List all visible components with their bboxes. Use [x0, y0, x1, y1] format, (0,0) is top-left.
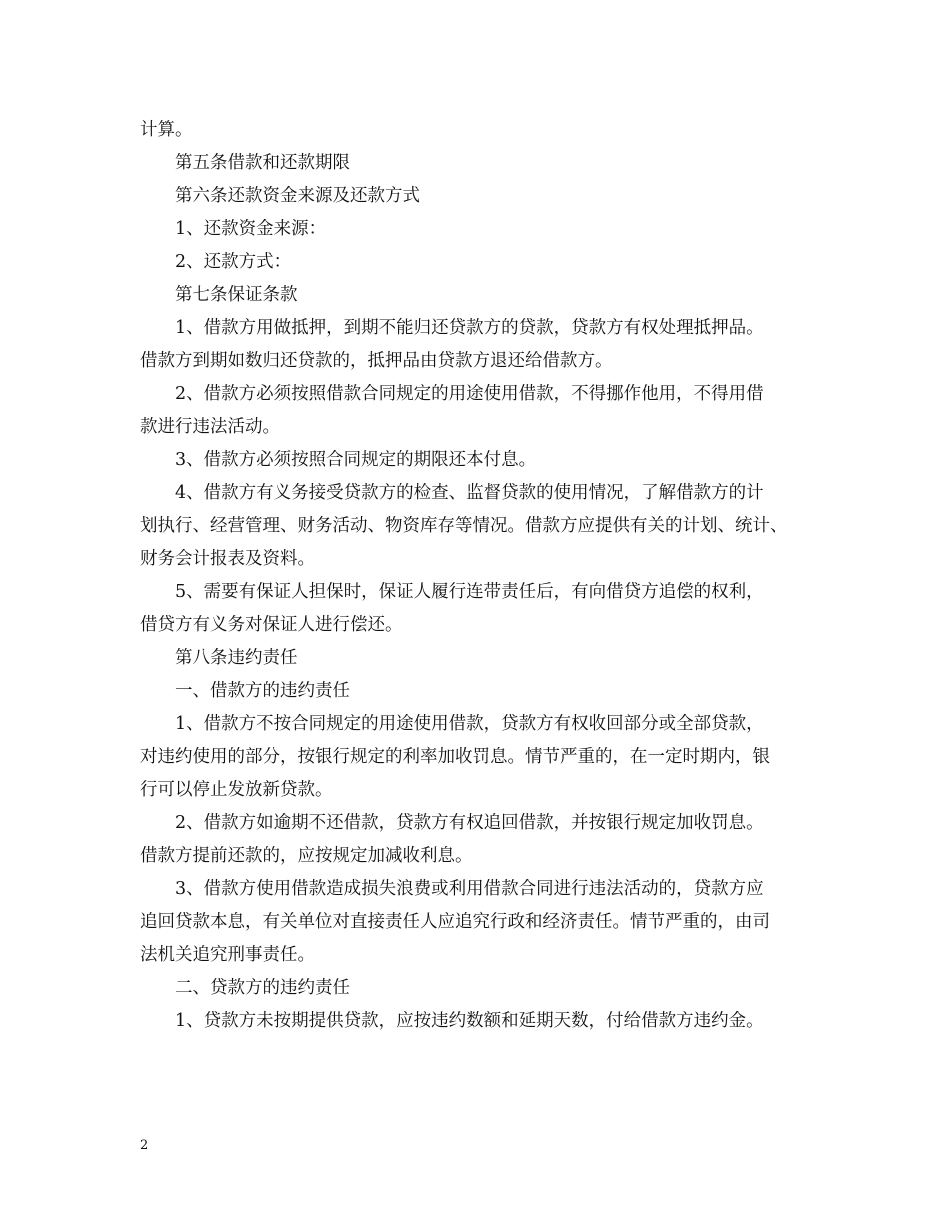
text-line: 借款方提前还款的，应按规定加减收利息。 [140, 846, 473, 866]
text-line: 借贷方有义务对保证人进行偿还。 [140, 615, 403, 635]
text-line: 1、借款方不按合同规定的用途使用借款，贷款方有权收回部分或全部贷款， [175, 714, 764, 734]
text-line: 2、还款方式： [175, 252, 292, 272]
text-line: 2、借款方必须按照借款合同规定的用途使用借款，不得挪作他用，不得用借 [175, 384, 764, 404]
section-heading: 第七条保证条款 [175, 285, 298, 305]
text-line: 追回贷款本息，有关单位对直接责任人应追究行政和经济责任。情节严重的，由司 [140, 912, 770, 932]
text-line: 法机关追究刑事责任。 [140, 945, 315, 965]
text-line: 1、贷款方未按期提供贷款，应按违约数额和延期天数，付给借款方违约金。 [175, 1011, 764, 1031]
text-line: 3、借款方使用借款造成损失浪费或利用借款合同进行违法活动的，贷款方应 [175, 879, 764, 899]
text-line: 3、借款方必须按照合同规定的期限还本付息。 [175, 450, 537, 470]
text-line: 5、需要有保证人担保时，保证人履行连带责任后，有向借贷方追偿的权利， [175, 582, 764, 602]
page-number: 2 [140, 1138, 149, 1153]
text-line: 计算。 [140, 120, 193, 140]
subsection-heading: 二、贷款方的违约责任 [175, 978, 350, 998]
document-body [140, 114, 820, 1038]
subsection-heading: 一、借款方的违约责任 [175, 681, 350, 701]
text-line: 1、还款资金来源： [175, 219, 327, 239]
text-line: 2、借款方如逾期不还借款，贷款方有权追回借款，并按银行规定加收罚息。 [175, 813, 764, 833]
text-line: 借款方到期如数归还贷款的，抵押品由贷款方退还给借款方。 [140, 351, 613, 371]
text-line: 行可以停止发放新贷款。 [140, 780, 333, 800]
section-heading: 第八条违约责任 [175, 648, 298, 668]
text-line: 1、借款方用做抵押，到期不能归还贷款方的贷款，贷款方有权处理抵押品。 [175, 318, 764, 338]
text-line: 财务会计报表及资料。 [140, 549, 315, 569]
text-line: 4、借款方有义务接受贷款方的检查、监督贷款的使用情况，了解借款方的计 [175, 483, 764, 503]
text-line: 划执行、经营管理、财务活动、物资库存等情况。借款方应提供有关的计划、统计、 [140, 516, 788, 536]
text-line: 款进行违法活动。 [140, 417, 280, 437]
text-line: 对违约使用的部分，按银行规定的利率加收罚息。情节严重的，在一定时期内，银 [140, 747, 770, 767]
section-heading: 第五条借款和还款期限 [175, 153, 350, 173]
section-heading: 第六条还款资金来源及还款方式 [175, 186, 420, 206]
